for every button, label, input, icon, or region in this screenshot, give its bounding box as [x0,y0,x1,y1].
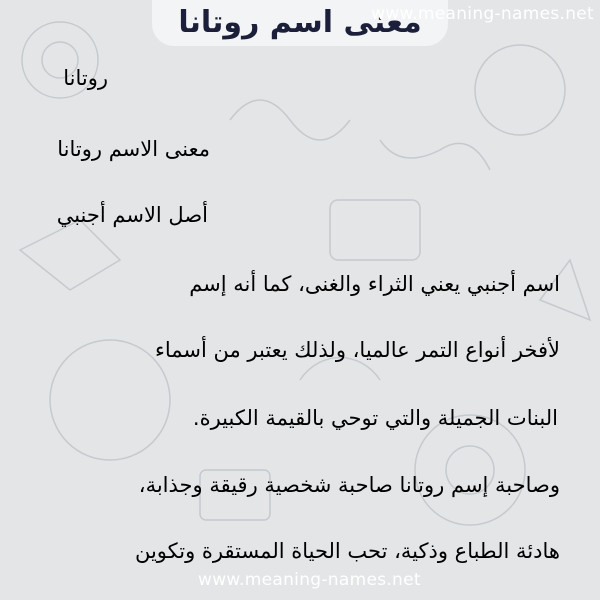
wave-doodle-icon [380,140,490,170]
box-doodle-icon [330,200,420,260]
wave-doodle-icon [230,100,350,140]
watermark-bottom: www.meaning-names.net [198,570,421,590]
text-line-paragraph-2: لأفخر أنواع التمر عالميا، ولذلك يعتبر من أسماء [154,338,560,362]
gear-doodle-icon [415,415,525,525]
text-line-paragraph-1: اسم أجنبي يعني الثراء والغنى، كما أنه إسم [189,272,560,296]
circle-doodle-icon [50,340,170,460]
page-title: معنى اسم روتانا [178,5,422,40]
shape-doodle-icon [20,220,120,290]
text-line-paragraph-4: وصاحبة إسم روتانا صاحبة شخصية رقيقة وجذابة، [138,473,560,497]
text-line-meaning-heading: معنى الاسم روتانا [57,137,210,161]
watermark-top: www.meaning-names.net [371,4,594,24]
circle-doodle-icon [475,45,565,135]
text-line-name: روتانا [63,66,108,90]
text-line-origin: أصل الاسم أجنبي [56,203,208,227]
text-line-paragraph-5: هادئة الطباع وذكية، تحب الحياة المستقرة وتكوين [134,539,560,563]
text-line-paragraph-3: البنات الجميلة والتي توحي بالقيمة الكبيرة. [192,406,558,430]
